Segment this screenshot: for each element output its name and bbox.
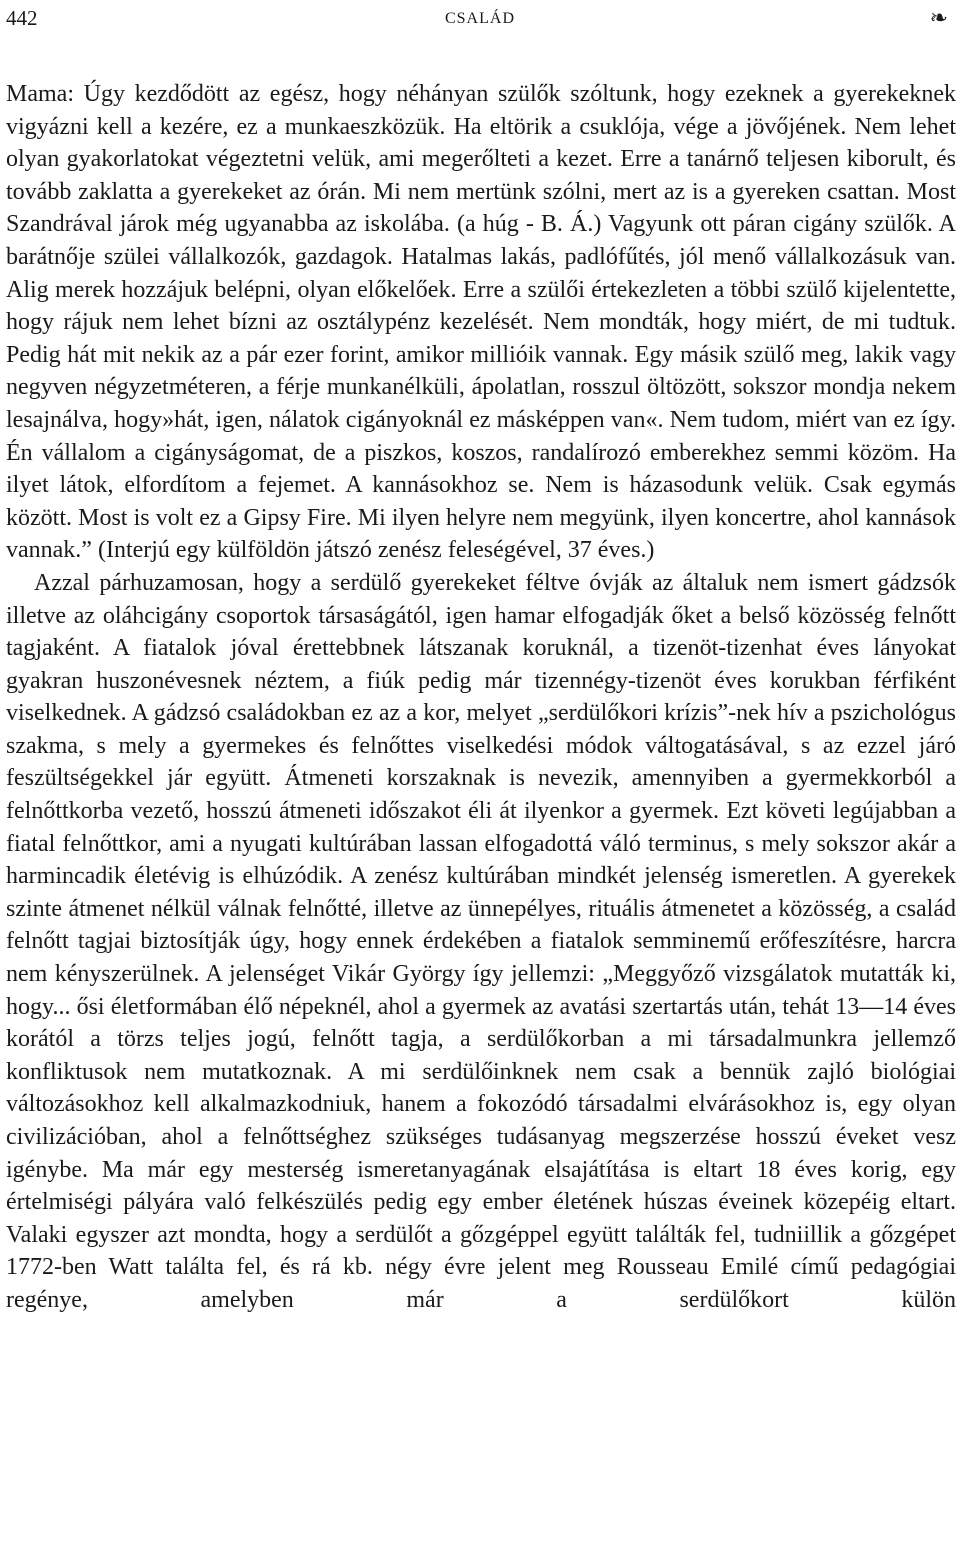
body-paragraph: Azzal párhuzamosan, hogy a serdülő gyerekeket féltve óvják az általuk nem ismert gádzsók illetve az oláhcigány csoportok társaságától, igen hamar elfogadják őket a belső közösség felnőtt tagjaként. A fiatalok jóval érettebbnek látszanak koruknál, a tizenöt-tizenhat éves lányokat gyakran huszonévesnek néztem, a fiúk pedig már tizennégy-tizenöt éves korukban férfiként viselkednek. A gádzsó családokban ez az a kor, melyet „serdülőkori krízis”-nek hív a pszichológus szakma, s mely a gyermekes és felnőttes viselkedési módok váltogatásával, s az ezzel járó feszültségekkel jár együtt. Átmeneti korszaknak is nevezik, amennyiben a gyermekkorból a felnőttkorba vezető, hosszú átmeneti időszakot éli át ilyenkor a gyermek. Ezt követi legújabban a fiatal felnőttkor, ami a nyugati kultúrában lassan elfogadottá váló terminus, s mely sokszor akár a harmincadik életévig is elhúzódik. A zenész kultúrában mindkét jelenség ismeretlen. A gyerekek szinte átmenet nélkül válnak felnőtté, illetve az ünnepélyes, rituális átmenetet a közösség, a család felnőtt tagjai biztosítják úgy, hogy ennek érdekében a fiatalok semminemű erőfeszítésre, harcra nem kényszerülnek. A jelenséget Vikár György így jellemzi: „Meggyőző vizsgálatok mutatták ki, hogy... ősi életformában élő népeknél, ahol a gyermek az avatási szertartás után, tehát 13—14 éves korától a törzs teljes jogú, felnőtt tagja, a serdülőkorban a mi társadalmunkra jellemző konfliktusok nem mutatkoznak. A mi serdülőinknek nem csak a bennük zajló biológiai változásokhoz kell alkalmazkodniuk, hanem a fokozódó társadalmi elvárásokhoz is, egy olyan civilizációban, ahol a felnőttséghez szükséges tudásanyag megszerzése hosszú éveket vesz igénybe. Ma már egy mesterség ismeretanyagának elsajátítása is eltart 18 éves korig, egy értelmiségi pályára való felkészülés pedig egy ember életének húszas éveinek közepéig eltart. Valaki egyszer azt mondta, hogy a serdülőt a gőzgéppel együtt találták fel, tudniillik a gőzgépet 1772-ben Watt találta fel, és rá kb. négy évre jelent meg Rousseau Emilé című pedagógiai regénye, amelyben már a serdülőkort külön xyxy=(6,569,956,1313)
interview-quote-paragraph: Mama: Úgy kezdődött az egész, hogy néhányan szülők szóltunk, hogy ezeknek a gyerekeknek vigyázni kell a kezére, ez a munkaeszközük. Ha eltörik a csuklója, vége a jövőjének. Nem lehet olyan gyakorlatokat végeztetni velük, ami megerőlteti a kezet. Erre a tanárnő teljesen kiborult, és tovább zaklatta a gyerekeket az órán. Mi nem mertünk szólni, mert az is a gyereken csattan. Most Szandrával járok még ugyanabba az iskolába. (a húg - B. Á.) Vagyunk ott páran cigány szülők. A barátnője szülei vállalkozók, gazdagok. Hatalmas lakás, padlófűtés, jól menő vállalkozásuk van. Alig merek hozzájuk belépni, olyan előkelőek. Erre a szülői értekezleten a többi szülő kijelentette, hogy rájuk nem lehet bízni az osztálypénz kezelését. Nem mondták, hogy miért, de mi tudtuk. Pedig hát mit nekik az a pár ezer forint, amikor millióik vannak. Egy másik szülő meg, lakik vagy negyven négyzetméteren, a férje munkanélküli, ápolatlan, rosszul öltözött, sokszor mondja nekem lesajnálva, hogy»hát, igen, nálatok cigányoknál ez másképpen van«. Nem tudom, miért van ez így. Én vállalom a cigányságomat, de a piszkos, koszos, randalírozó emberekhez semmi közöm. Ha ilyet látok, elfordítom a fejemet. A kannásokhoz se. Nem is házasodunk velük. Csak egymás között. Most is volt ez a Gipsy Fire. Mi ilyen helyre nem megyünk, ilyen koncertre, ahol kannások vannak.” (Interjú egy külföldön játszó zenész feleségével, 37 éves.) xyxy=(6,81,956,564)
page-header xyxy=(0,4,960,34)
fleuron-icon: ❧ xyxy=(929,5,948,30)
running-head: CSALÁD xyxy=(444,10,515,27)
page-number: 442 xyxy=(6,6,38,30)
page-body xyxy=(6,78,956,1317)
